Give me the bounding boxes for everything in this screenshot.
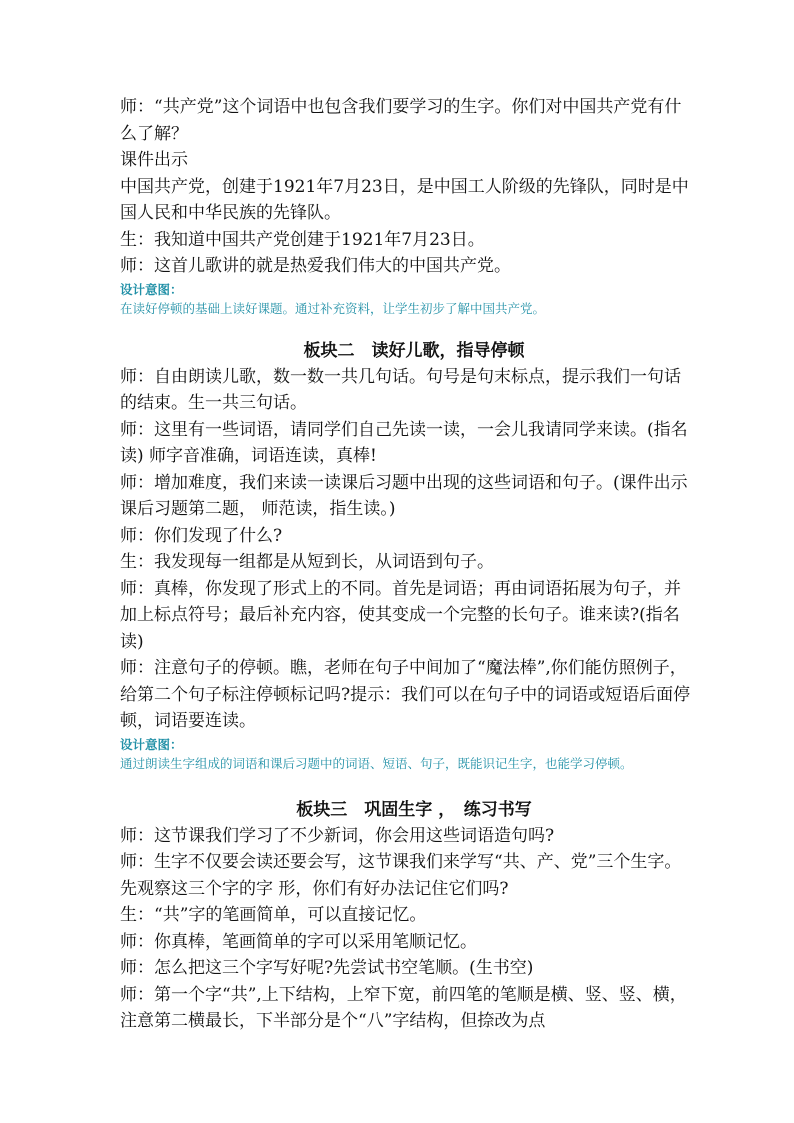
paragraph: 师：注意句子的停顿。瞧，老师在句子中间加了“魔法棒”,你们能仿照例子，给第二个句子标注停顿标记吗?提示：我们可以在句子中的词语或短语后面停顿，词语要连读。	[120, 658, 691, 731]
section-heading: 板块三 巩固生字 ， 练习书写	[296, 799, 532, 820]
paragraph: 生：“共”字的笔画简单，可以直接记忆。	[120, 905, 427, 925]
section-heading: 板块二 读好儿歌，指导停顿	[303, 340, 525, 361]
paragraph: 生：我知道中国共产党创建于1921年7月23日。	[120, 229, 485, 250]
section-1	[120, 94, 692, 318]
paragraph: 中国共产党，创建于1921年7月23日，是中国工人阶级的先锋队，同时是中国人民和中华民族的先锋队。	[120, 176, 689, 223]
design-intent-label: 设计意图：	[120, 281, 183, 297]
paragraph: 师：你们发现了什么?	[120, 525, 283, 546]
paragraph: 师：你真棒，笔画简单的字可以采用笔顺记忆。	[120, 931, 477, 952]
paragraph: 课件出示	[120, 150, 188, 170]
design-intent-label: 设计意图：	[120, 736, 183, 752]
document-body	[120, 94, 692, 1035]
design-intent-text: 通过朗读生字组成的词语和课后习题中的词语、短语、句子，既能识记生字，也能学习停顿。	[120, 755, 633, 771]
section-3	[120, 797, 692, 1035]
paragraph: 师：生字不仅要会读还要会写，这节课我们来学写“共、产、党”三个生字。先观察这三个字的字 形，你们有好办法记住它们吗?	[120, 852, 682, 899]
paragraph: 师：自由朗读儿歌，数一数一共几句话。句号是句末标点，提示我们一句话的结束。生一共三句话。	[120, 366, 681, 413]
paragraph: 生：我发现每一组都是从短到长，从词语到句子。	[120, 552, 494, 572]
paragraph: 师：“共产党”这个词语中也包含我们要学习的生字。你们对中国共产党有什么了解？	[120, 97, 682, 144]
paragraph: 师：怎么把这三个字写好呢?先尝试书空笔顺。(生书空)	[120, 958, 534, 978]
paragraph: 师：增加难度，我们来读一读课后习题中出现的这些词语和句子。(课件出示课后习题第二题， 师范读，指生读。)	[120, 472, 688, 519]
design-intent-text: 在读好停顿的基础上读好课题。通过补充资料，让学生初步了解中国共产党。	[120, 300, 546, 316]
section-2	[120, 338, 692, 773]
paragraph: 师：第一个字“共”,上下结构，上窄下宽，前四笔的笔顺是横、竖、竖、横，注意第二横最长，下半部分是个“八”字结构，但捺改为点	[120, 984, 687, 1031]
paragraph: 师：真棒，你发现了形式上的不同。首先是词语；再由词语拓展为句子，并加上标点符号；最后补充内容，使其变成一个完整的长句子。谁来读?(指名读)	[120, 578, 681, 652]
paragraph: 师：这首儿歌讲的就是热爱我们伟大的中国共产党。	[120, 256, 511, 276]
paragraph: 师：这里有一些词语，请同学们自己先读一读，一会儿我请同学来读。(指名读) 师字音准确，词语连读，真棒!	[120, 419, 688, 466]
paragraph: 师：这节课我们学习了不少新词，你会用这些词语造句吗?	[120, 825, 555, 846]
